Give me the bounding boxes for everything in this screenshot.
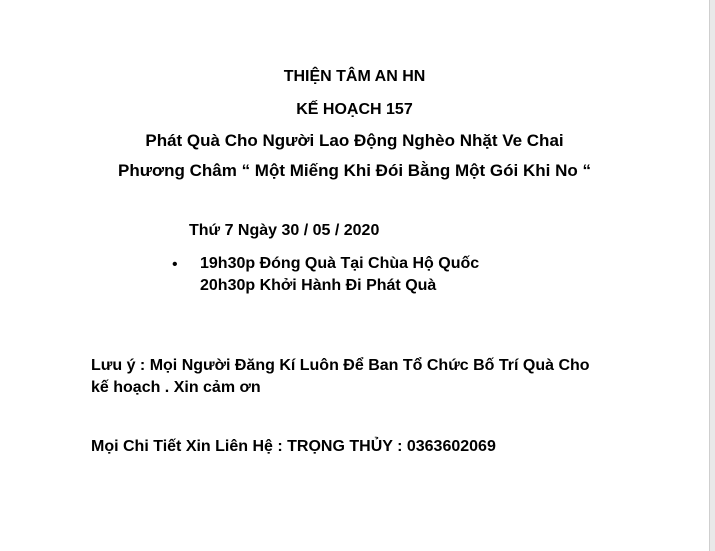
subtitle: Phát Quà Cho Người Lao Động Nghèo Nhặt Ve Chai: [145, 131, 564, 150]
bullet-icon: •: [172, 256, 178, 273]
date-line: Thứ 7 Ngày 30 / 05 / 2020: [189, 222, 380, 239]
note-line-2: kế hoạch . Xin cảm ơn: [91, 379, 261, 396]
motto: Phương Châm “ Một Miếng Khi Đói Bằng Một Gói Khi No “: [118, 161, 591, 180]
schedule-item-2: 20h30p Khởi Hành Đi Phát Quà: [200, 277, 437, 294]
org-name: THIỆN TÂM AN HN: [283, 68, 426, 85]
schedule-item-1: 19h30p Đóng Quà Tại Chùa Hộ Quốc: [200, 255, 480, 272]
note-line-1: Lưu ý : Mọi Người Đăng Kí Luôn Để Ban Tổ Chức Bố Trí Quà Cho: [91, 357, 590, 374]
contact-line: Mọi Chi Tiết Xin Liên Hệ : TRỌNG THỦY : 0363602069: [91, 438, 496, 455]
plan-title: KẾ HOẠCH 157: [296, 101, 413, 118]
